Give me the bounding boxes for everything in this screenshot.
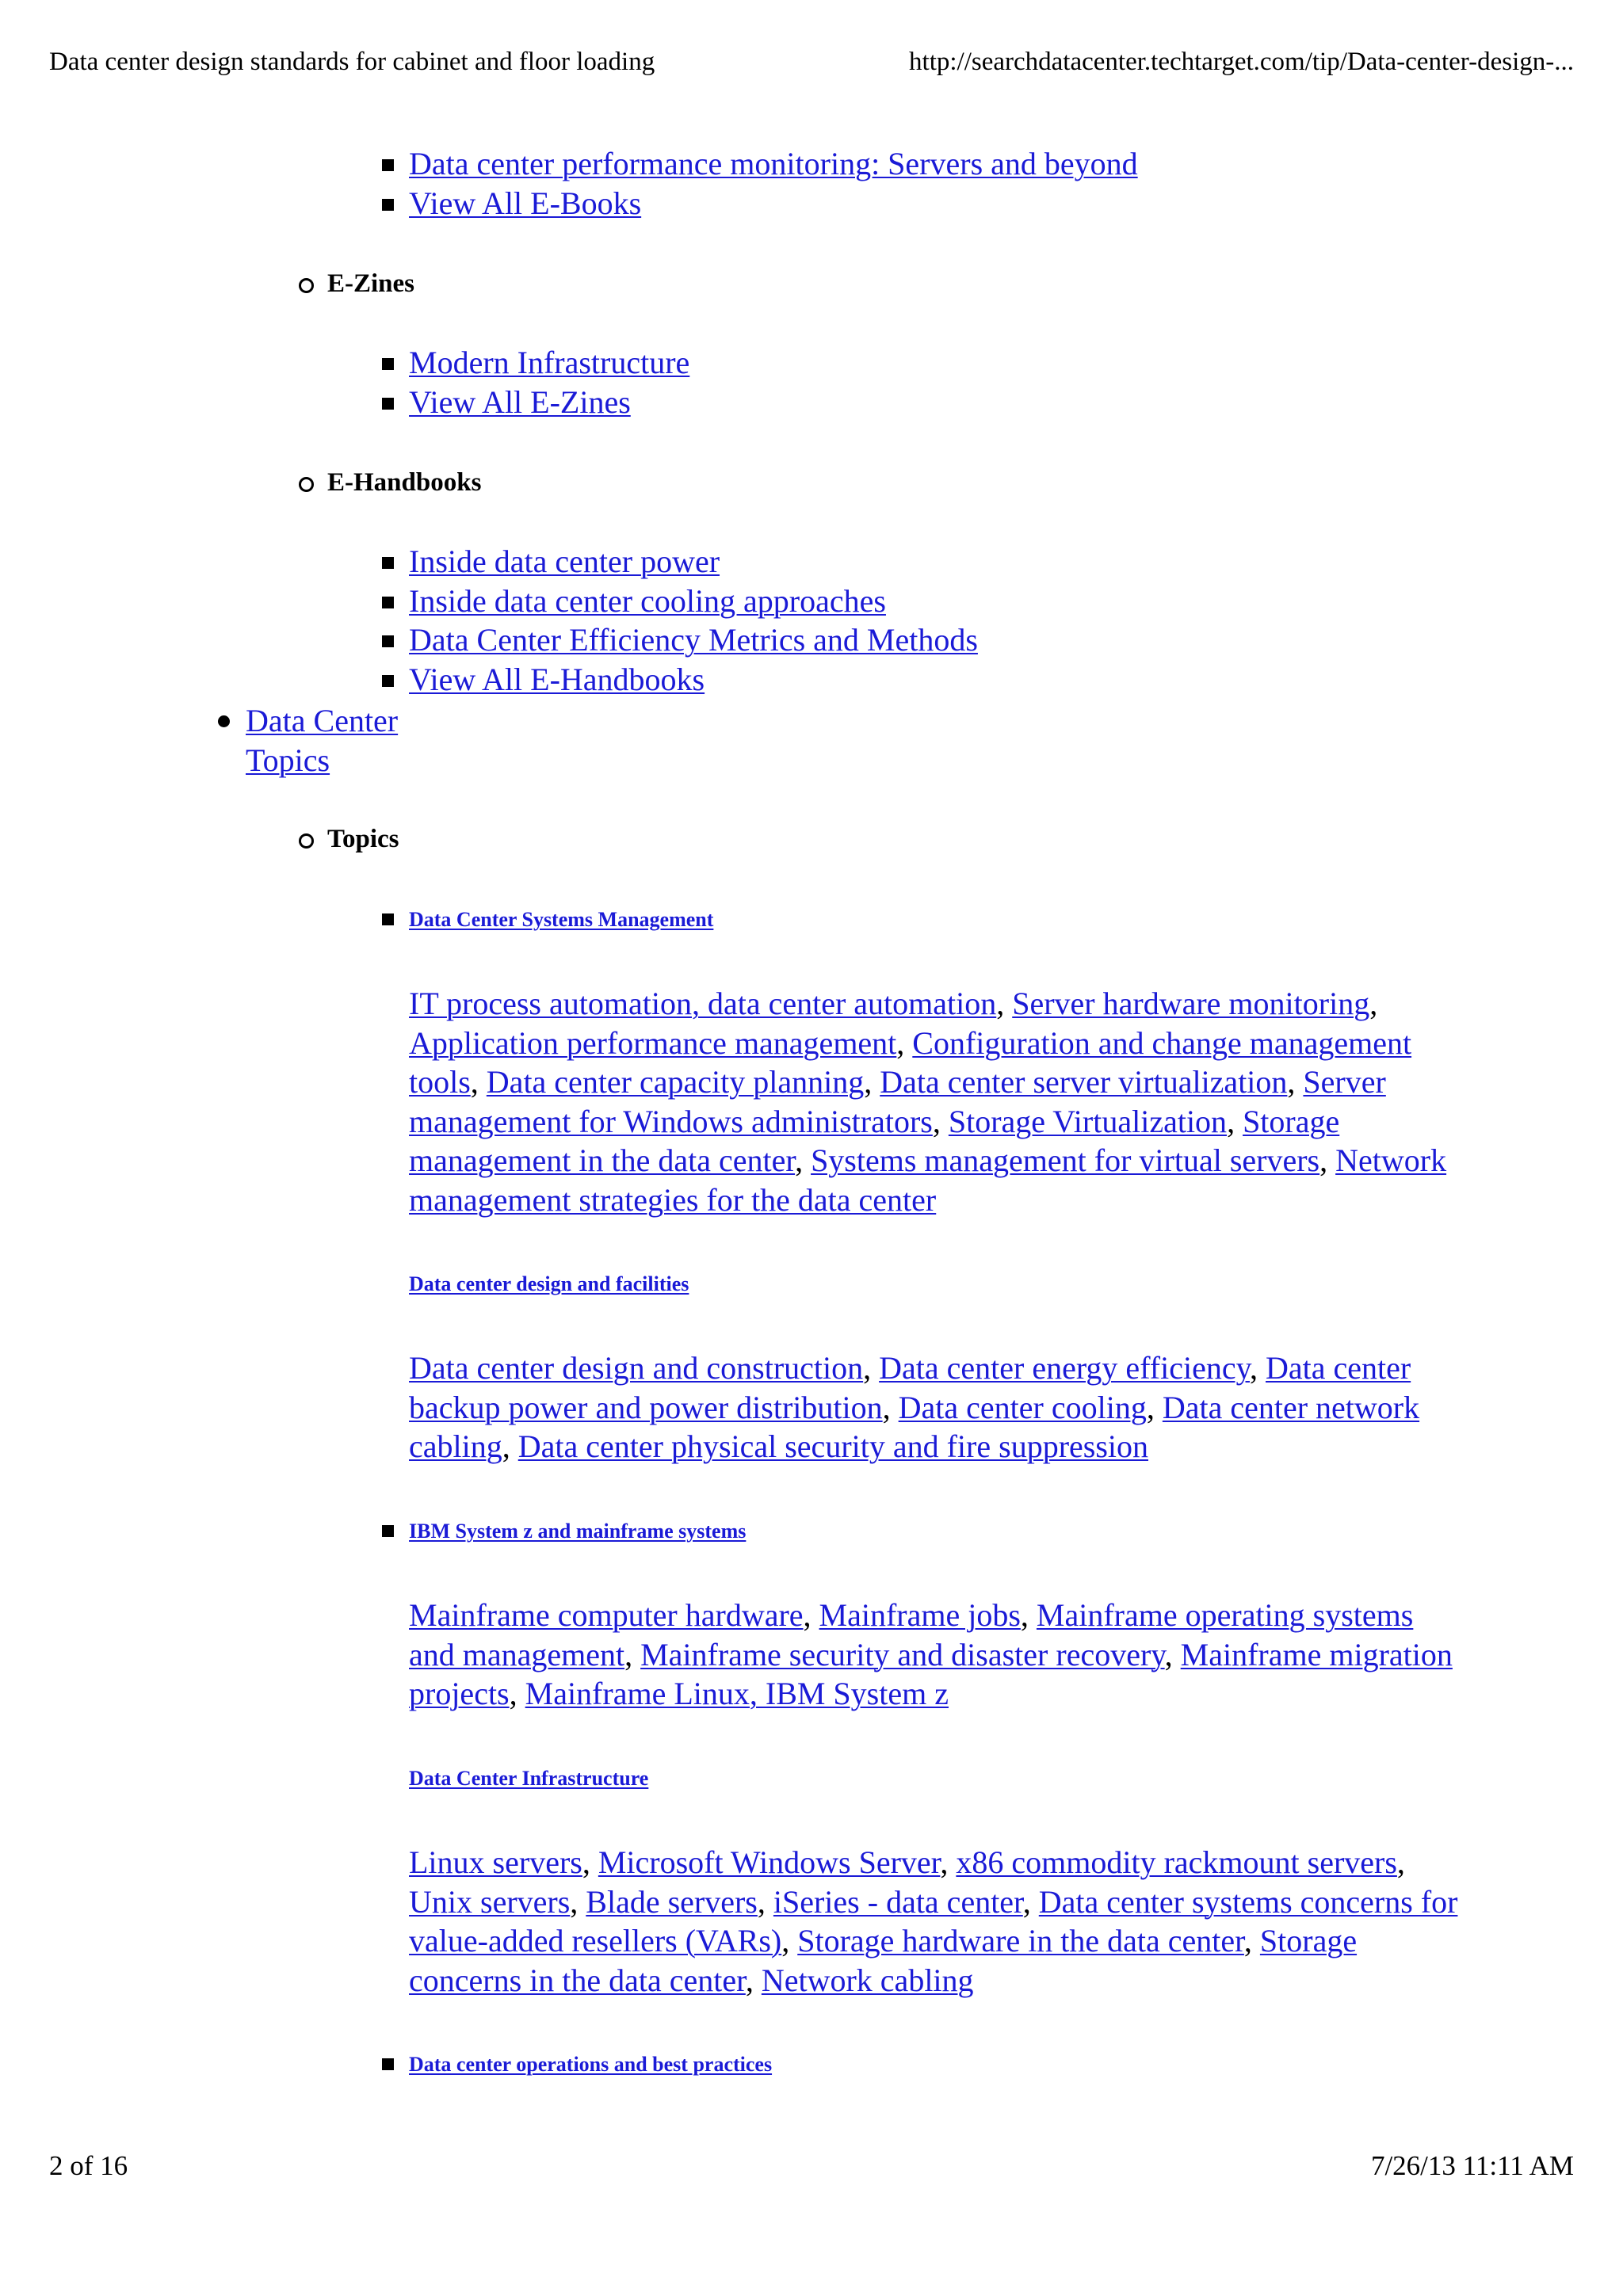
topic-link[interactable]: Data center network cabling <box>409 1389 1420 1464</box>
view-all-ehandbooks-link[interactable]: View All E-Handbooks <box>409 662 705 697</box>
topic-link[interactable]: Blade servers <box>586 1883 758 1920</box>
topic-link[interactable]: Data center backup power and power distribution <box>409 1350 1411 1425</box>
topic-mainframe-link[interactable]: IBM System z and mainframe systems <box>409 1520 747 1543</box>
topic-link[interactable]: Data center energy efficiency <box>879 1350 1250 1386</box>
view-all-ezines-link[interactable]: View All E-Zines <box>409 384 631 420</box>
topic-link[interactable]: Application performance management <box>409 1024 897 1061</box>
bullet-square-icon <box>382 358 394 370</box>
ezines-heading: E-Zines <box>327 269 415 298</box>
topic-group-title <box>409 1519 746 1544</box>
bullet-square-icon <box>382 635 394 647</box>
ebook-link-performance-monitoring[interactable]: Data center performance monitoring: Servers and beyond <box>409 146 1138 181</box>
topic-link[interactable]: Storage concerns in the data center <box>409 1923 1358 1998</box>
topic-systems-management-link[interactable]: Data Center Systems Management <box>409 908 714 931</box>
ezine-link <box>409 383 631 422</box>
topic-link[interactable]: IT process automation, data center automation <box>409 986 997 1021</box>
bullet-square-icon <box>382 1525 394 1537</box>
print-timestamp: 7/26/13 11:11 AM <box>1370 2150 1574 2181</box>
topic-link[interactable]: Storage hardware in the data center <box>797 1923 1244 1958</box>
ezine-link <box>409 343 689 383</box>
page-header-url: http://searchdatacenter.techtarget.com/tip/Data-center-design-... <box>909 48 1574 76</box>
topic-links-paragraph: IT process automation, data center automation, Server hardware monitoring, Application performance management, Configuration and change management tools, Data center capacity planning, Data center server virtualization, Server management for Windows administrators, Storage Virtualization, Storage management in the data center, Systems management for virtual servers, Network management strategies for the data center <box>409 986 1447 1218</box>
topic-infrastructure-link[interactable]: Data Center Infrastructure <box>409 1767 649 1790</box>
view-all-ebooks-link[interactable]: View All E-Books <box>409 185 642 221</box>
topic-link[interactable]: Mainframe jobs <box>819 1597 1021 1633</box>
ehandbook-link-power[interactable]: Inside data center power <box>409 543 720 579</box>
bullet-square-icon <box>382 557 394 569</box>
bullet-square-icon <box>382 675 394 687</box>
ebook-link <box>409 144 1138 184</box>
data-center-topics-link[interactable]: Data Center Topics <box>246 703 399 778</box>
topic-link[interactable]: Data center capacity planning <box>486 1064 865 1100</box>
ehandbook-link-cooling[interactable]: Inside data center cooling approaches <box>409 583 886 619</box>
bullet-square-icon <box>382 597 394 608</box>
topic-link[interactable]: Systems management for virtual servers <box>811 1142 1320 1178</box>
topic-group-title <box>409 2052 772 2077</box>
topic-group-title <box>409 907 713 933</box>
topic-link[interactable]: Data center server virtualization <box>880 1064 1288 1100</box>
bullet-circle-icon <box>299 278 314 293</box>
topic-link[interactable]: Data center cooling <box>898 1389 1147 1425</box>
page-header-title: Data center design standards for cabinet and floor loading <box>49 48 655 76</box>
bullet-square-icon <box>382 159 394 171</box>
bullet-circle-icon <box>299 833 314 849</box>
bullet-disc-icon <box>218 715 230 727</box>
bullet-square-icon <box>382 199 394 211</box>
bullet-circle-icon <box>299 477 314 492</box>
ezine-link-modern-infrastructure[interactable]: Modern Infrastructure <box>409 345 690 380</box>
topic-group-title <box>409 1272 689 1297</box>
topic-link[interactable]: Mainframe security and disaster recovery <box>640 1636 1165 1672</box>
topic-link[interactable]: Mainframe migration projects <box>409 1636 1453 1711</box>
topic-link[interactable]: Data center physical security and fire suppression <box>517 1428 1149 1464</box>
data-center-topics-item <box>246 701 428 780</box>
ehandbook-link <box>409 542 720 582</box>
ehandbooks-heading: E-Handbooks <box>327 468 482 497</box>
topic-links-paragraph: Mainframe computer hardware, Mainframe jobs, Mainframe operating systems and management, Mainframe security and disaster recovery, Mainframe migration projects, Mainframe Linux, IBM System z <box>409 1597 1453 1711</box>
topic-links-paragraph: Data center design and construction, Data center energy efficiency, Data center backup power and power distribution, Data center cooling, Data center network cabling, Data center physical security and fire suppression <box>409 1350 1420 1464</box>
topic-link[interactable]: Network management strategies for the data center <box>409 1142 1447 1218</box>
bullet-square-icon <box>382 913 394 925</box>
topic-link[interactable]: Microsoft Windows Server <box>598 1844 941 1880</box>
ebook-link <box>409 184 641 223</box>
topic-link[interactable]: x86 commodity rackmount servers <box>956 1844 1397 1880</box>
topic-link[interactable]: Network cabling <box>761 1962 974 1998</box>
topic-link[interactable]: Mainframe operating systems and management <box>409 1597 1414 1672</box>
bullet-square-icon <box>382 2058 394 2070</box>
ehandbook-link <box>409 620 978 660</box>
topics-heading: Topics <box>327 825 399 853</box>
ehandbook-link <box>409 660 705 700</box>
topic-design-facilities-link[interactable]: Data center design and facilities <box>409 1272 689 1295</box>
topic-link[interactable]: Storage management in the data center <box>409 1103 1340 1178</box>
topic-link[interactable]: Server management for Windows administrators <box>409 1064 1386 1139</box>
bullet-square-icon <box>382 398 394 410</box>
topic-link[interactable]: iSeries - data center <box>773 1883 1023 1920</box>
topic-link[interactable]: Configuration and change management tools <box>409 1024 1412 1100</box>
topic-link[interactable]: Mainframe computer hardware <box>409 1597 804 1633</box>
topic-operations-link[interactable]: Data center operations and best practices <box>409 2053 773 2076</box>
topic-link[interactable]: Linux servers <box>409 1844 582 1880</box>
topic-link[interactable]: Data center design and construction <box>409 1350 864 1386</box>
ehandbook-link-efficiency-metrics[interactable]: Data Center Efficiency Metrics and Methods <box>409 622 978 658</box>
topic-group-title <box>409 1766 648 1791</box>
topic-link[interactable]: Data center systems concerns for value-added resellers (VARs) <box>409 1883 1458 1958</box>
topic-link[interactable]: Storage Virtualization <box>948 1103 1228 1139</box>
ehandbook-link <box>409 582 886 621</box>
topic-links-paragraph: Linux servers, Microsoft Windows Server, x86 commodity rackmount servers, Unix servers, Blade servers, iSeries - data center, Data center systems concerns for value-added resellers (VARs), Storage hardware in the data center, Storage concerns in the data center, Network cabling <box>409 1844 1458 1998</box>
topic-link[interactable]: Mainframe Linux, IBM System z <box>525 1676 949 1711</box>
topic-link[interactable]: Server hardware monitoring <box>1012 986 1370 1021</box>
topic-link[interactable]: Unix servers <box>409 1883 571 1920</box>
page-number: 2 of 16 <box>49 2150 128 2181</box>
